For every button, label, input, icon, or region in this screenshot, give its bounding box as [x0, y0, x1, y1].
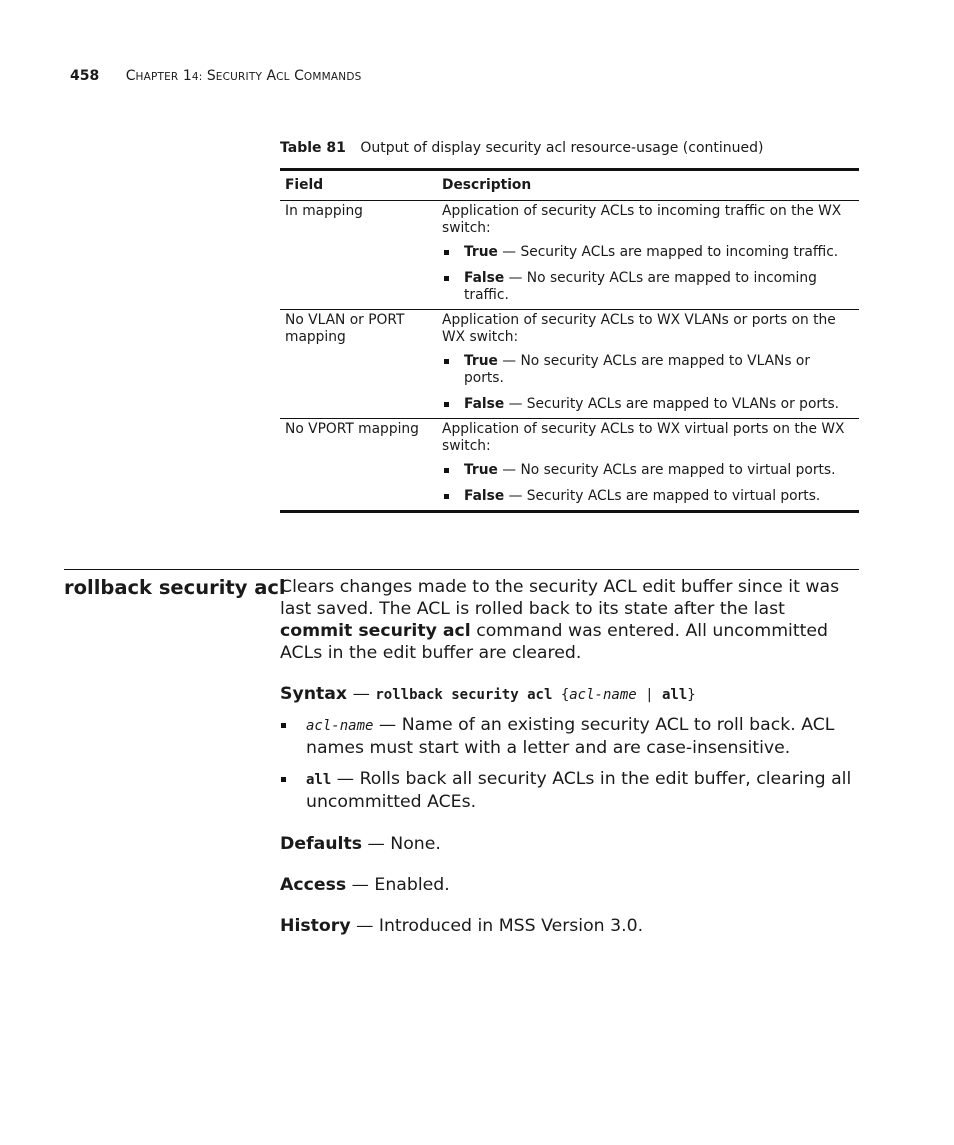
value-term: False — [464, 270, 505, 286]
column-header-description: Description — [437, 170, 859, 201]
column-header-field: Field — [280, 170, 437, 201]
param-name: all — [306, 772, 332, 788]
table-caption — [280, 140, 763, 156]
page-header — [70, 68, 362, 84]
chapter-title: CHAPTER 14: SECURITY ACL COMMANDS — [125, 68, 362, 84]
syntax-alt: all — [661, 687, 688, 703]
page-number: 458 — [70, 68, 100, 84]
history-line — [280, 915, 860, 937]
description-cell — [437, 310, 859, 419]
intro-command: commit security acl — [280, 621, 471, 641]
list-item — [280, 768, 860, 813]
section-body — [280, 576, 860, 956]
value-term: True — [464, 462, 498, 478]
syntax-label: Syntax — [280, 684, 348, 704]
defaults-line — [280, 833, 860, 855]
value-text: — Security ACLs are mapped to incoming traffic. — [497, 244, 839, 260]
history-text: — Introduced in MSS Version 3.0. — [350, 916, 644, 936]
table-caption-text: Output of display security acl resource-usage (continued) — [360, 140, 764, 156]
list-item — [442, 396, 854, 413]
value-term: False — [464, 488, 505, 504]
param-description: — Rolls back all security ACLs in the edit buffer, clearing all uncommitted ACEs. — [306, 769, 852, 812]
list-item — [442, 353, 854, 387]
syntax-separator: | — [636, 687, 662, 703]
description-text: Application of security ACLs to WX VLANs or ports on the WX switch: — [442, 312, 836, 345]
syntax-open-brace: { — [552, 687, 570, 703]
access-text: — Enabled. — [346, 875, 450, 895]
list-item — [442, 462, 854, 479]
table-row — [280, 310, 859, 419]
table-row — [280, 419, 859, 512]
table-header-row — [280, 170, 859, 201]
defaults-text: — None. — [362, 834, 441, 854]
value-text: — No security ACLs are mapped to VLANs or ports. — [464, 353, 811, 386]
access-line — [280, 874, 860, 896]
description-cell — [437, 201, 859, 310]
value-text: — No security ACLs are mapped to incoming traffic. — [464, 270, 817, 303]
description-cell — [437, 419, 859, 512]
parameter-list — [280, 714, 860, 813]
syntax-close-brace: } — [687, 687, 696, 703]
syntax-command: rollback security acl — [375, 687, 553, 703]
section-divider — [64, 569, 859, 570]
value-list — [442, 244, 854, 304]
value-list — [442, 462, 854, 505]
table-row — [280, 201, 859, 310]
field-cell: No VLAN or PORT mapping — [280, 310, 437, 419]
field-cell: No VPORT mapping — [280, 419, 437, 512]
fields-table — [280, 168, 859, 513]
table-label: Table 81 — [280, 140, 346, 156]
intro-paragraph — [280, 576, 860, 664]
syntax-dash: — — [347, 684, 376, 704]
section-title: rollback security acl — [64, 576, 286, 599]
value-term: False — [464, 396, 505, 412]
intro-text: Clears changes made to the security ACL edit buffer since it was last saved. The ACL is rolled back to its state after the last — [280, 577, 840, 619]
field-cell: In mapping — [285, 203, 363, 219]
param-name: acl-name — [306, 718, 374, 734]
value-text: — Security ACLs are mapped to virtual ports. — [504, 488, 821, 504]
syntax-arg: acl-name — [569, 687, 637, 703]
value-text: — No security ACLs are mapped to virtual ports. — [497, 462, 836, 478]
description-text: Application of security ACLs to WX virtual ports on the WX switch: — [442, 421, 845, 454]
list-item — [280, 714, 860, 759]
list-item — [442, 488, 854, 505]
value-text: — Security ACLs are mapped to VLANs or ports. — [504, 396, 840, 412]
value-term: True — [464, 244, 498, 260]
list-item — [442, 244, 854, 261]
value-term: True — [464, 353, 498, 369]
syntax-line — [280, 683, 860, 706]
history-label: History — [280, 916, 351, 936]
intro-text-end: command was entered. All uncommitted ACLs in the edit buffer are cleared. — [280, 621, 828, 663]
param-description: — Name of an existing security ACL to roll back. ACL names must start with a letter and are case-insensitive. — [306, 715, 835, 758]
description-text: Application of security ACLs to incoming traffic on the WX switch: — [442, 203, 842, 236]
defaults-label: Defaults — [280, 834, 363, 854]
value-list — [442, 353, 854, 413]
list-item — [442, 270, 854, 304]
access-label: Access — [280, 875, 347, 895]
